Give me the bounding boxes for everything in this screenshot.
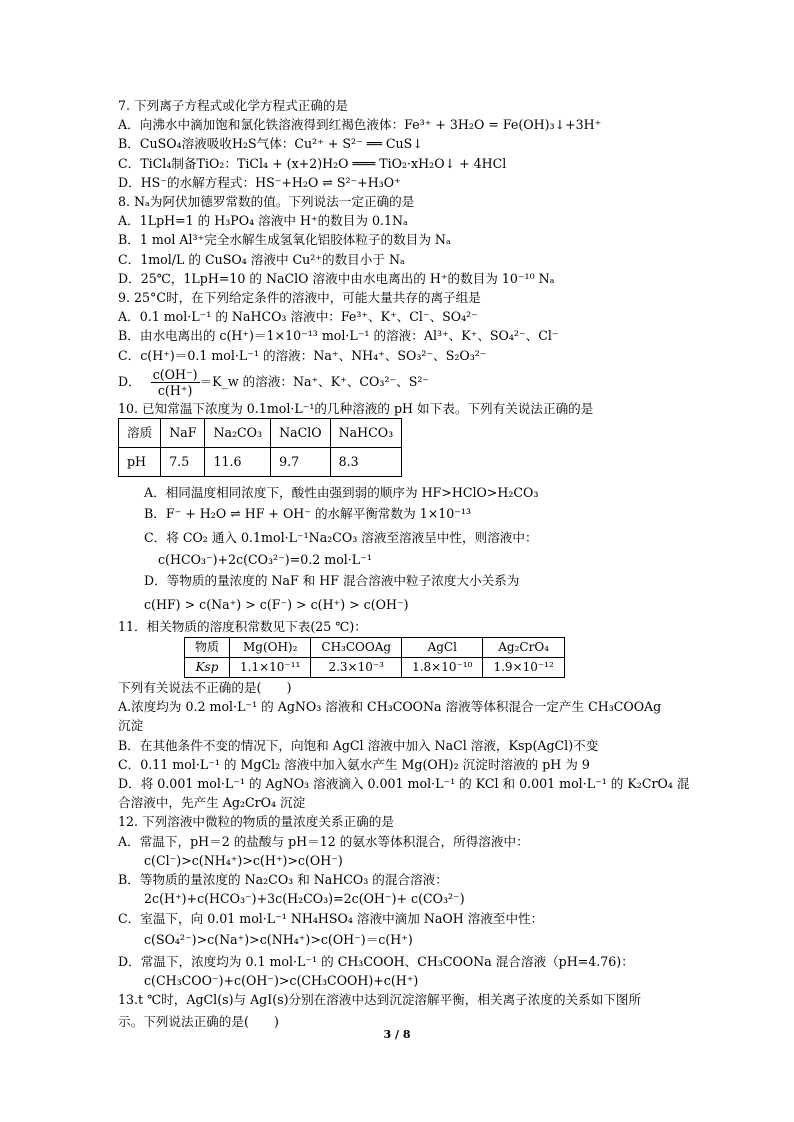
table-cell: 8.3: [330, 448, 402, 477]
q8-option-c: C．1mol/L 的 CuSO₄ 溶液中 Cu²⁺的数目小于 Nₐ: [118, 251, 405, 267]
q10-stem: 10. 已知常温下浓度为 0.1mol·L⁻¹的几种溶液的 pH 如下表。下列有关说法正确的是: [118, 400, 594, 416]
table-row: [119, 419, 402, 448]
table-cell: 1.9×10⁻¹²: [483, 657, 564, 677]
q9-d-numerator: c(OH⁻): [152, 366, 198, 382]
q8-option-d: D．25℃，1LpH=10 的 NaClO 溶液中由水电离出的 H⁺的数目为 10⁻¹⁰ Nₐ: [118, 270, 555, 286]
q11-option-a: A.浓度均为 0.2 mol·L⁻¹ 的 AgNO₃ 溶液和 CH₃COONa 溶液等体积混合一定产生 CH₃COOAg: [118, 699, 662, 715]
q11-option-d: D．将 0.001 mol·L⁻¹ 的 AgNO₃ 溶液滴入 0.001 mol·L⁻¹ 的 KCl 和 0.001 mol·L⁻¹ 的 K₂CrO₄ 混: [118, 776, 690, 792]
table-row: [185, 637, 565, 657]
table-cell: CH₃COOAg: [311, 637, 402, 657]
q10-option-c-cont: c(HCO₃⁻)+2c(CO₃²⁻)=0.2 mol·L⁻¹: [158, 552, 372, 568]
table-cell: 1.8×10⁻¹⁰: [402, 657, 483, 677]
table-row: [185, 657, 565, 677]
q12-option-a: A．常温下，pH＝2 的盐酸与 pH＝12 的氨水等体积混合，所得溶液中：: [118, 833, 529, 849]
q9-option-d: [118, 365, 678, 399]
table-cell: NaF: [161, 419, 205, 448]
q9-d-denominator: c(H⁺): [157, 382, 193, 398]
q9-option-b: B．由水电离出的 c(H⁺)＝1×10⁻¹³ mol·L⁻¹ 的溶液：Al³⁺、K⁺、SO₄²⁻、Cl⁻: [118, 328, 559, 344]
table-cell: 1.1×10⁻¹¹: [230, 657, 311, 677]
q10-option-c: C．将 CO₂ 通入 0.1mol·L⁻¹Na₂CO₃ 溶液至溶液呈中性，则溶液中：: [144, 530, 538, 546]
q12-option-c-cont: c(SO₄²⁻)>c(Na⁺)>c(NH₄⁺)>c(OH⁻)＝c(H⁺): [144, 931, 413, 947]
q12-stem: 12. 下列溶液中微粒的物质的量浓度关系正确的是: [118, 814, 394, 830]
q11-option-b: B．在其他条件不变的情况下，向饱和 AgCl 溶液中加入 NaCl 溶液，Ksp(AgCl)不变: [118, 737, 599, 753]
page-number: 3 / 8: [383, 1028, 411, 1041]
table-cell: 11.6: [205, 448, 271, 477]
table-cell: Na₂CO₃: [205, 419, 271, 448]
q12-option-d: D．常温下，浓度均为 0.1 mol·L⁻¹ 的 CH₃COOH、CH₃COONa 混合溶液（pH=4.76)：: [118, 953, 634, 969]
q12-option-b: B．等物质的量浓度的 Na₂CO₃ 和 NaHCO₃ 的混合溶液：: [118, 872, 448, 888]
q7-option-b: B．CuSO₄溶液吸收H₂S气体：Cu²⁺ + S²⁻ ══ CuS↓: [118, 136, 423, 152]
table-cell: NaClO: [271, 419, 331, 448]
q7-stem: 7. 下列离子方程式或化学方程式正确的是: [118, 98, 349, 113]
q11-option-d-cont: 合溶液中，先产生 Ag₂CrO₄ 沉淀: [118, 795, 306, 811]
table-cell: 2.3×10⁻³: [311, 657, 402, 677]
table-cell: pH: [119, 448, 161, 477]
table-cell: 溶质: [119, 419, 161, 448]
table-cell: NaHCO₃: [330, 419, 402, 448]
table-cell: Ag₂CrO₄: [483, 637, 564, 657]
q10-option-d: D．等物质的量浓度的 NaF 和 HF 混合溶液中粒子浓度大小关系为: [144, 573, 520, 589]
table-row: [119, 448, 402, 477]
q12-option-d-cont: c(CH₃COO⁻)+c(OH⁻)>c(CH₃COOH)+c(H⁺): [144, 972, 419, 988]
table-cell: AgCl: [402, 637, 483, 657]
q12-option-c: C．室温下，向 0.01 mol·L⁻¹ NH₄HSO₄ 溶液中滴加 NaOH 溶液至中性：: [118, 910, 544, 926]
q10-ph-table: [118, 418, 402, 477]
q10-option-d-cont: c(HF) > c(Na⁺) > c(F⁻) > c(H⁺) > c(OH⁻): [144, 597, 409, 613]
table-cell: 物质: [185, 637, 230, 657]
q13-stem: 13.t ℃时，AgCl(s)与 AgI(s)分别在溶液中达到沉淀溶解平衡，相关离子浓度的关系如下图所: [118, 992, 642, 1008]
q9-d-label: D．: [118, 373, 141, 389]
q10-option-a: A．相同温度相同浓度下，酸性由强到弱的顺序为 HF>HClO>H₂CO₃: [144, 485, 539, 501]
q9-d-fraction: [151, 367, 200, 398]
q8-stem: 8. Nₐ为阿伏加德罗常数的值。下列说法一定正确的是: [118, 194, 415, 210]
q11-stem: 11．相关物质的溶度积常数见下表(25 ℃)：: [118, 619, 367, 635]
q12-option-a-cont: c(Cl⁻)>c(NH₄⁺)>c(H⁺)>c(OH⁻): [144, 852, 343, 868]
q11-ask: 下列有关说法不正确的是( ): [118, 680, 292, 696]
q7-option-d: D．HS⁻的水解方程式：HS⁻+H₂O ⇌ S²⁻+H₃O⁺: [118, 174, 401, 190]
q9-option-a: A．0.1 mol·L⁻¹ 的 NaHCO₃ 溶液中：Fe³⁺、K⁺、Cl⁻、SO₄²⁻: [118, 309, 478, 325]
q11-option-c: C．0.11 mol·L⁻¹ 的 MgCl₂ 溶液中加入氨水产生 Mg(OH)₂ 沉淀时溶液的 pH 为 9: [118, 756, 590, 772]
q7-option-c: C．TiCl₄制备TiO₂：TiCl₄ + (x+2)H₂O ═══ TiO₂·xH₂O↓ + 4HCl: [118, 155, 507, 171]
q13-stem-cont: 示。下列说法正确的是( ): [118, 1014, 279, 1030]
q12-option-b-cont: 2c(H⁺)+c(HCO₃⁻)+3c(H₂CO₃)=2c(OH⁻)+ c(CO₃²⁻): [144, 891, 465, 907]
q9-option-c: C．c(H⁺)＝0.1 mol·L⁻¹ 的溶液：Na⁺、NH₄⁺、SO₃²⁻、S₂O₃²⁻: [118, 347, 487, 363]
document-page: [118, 96, 690, 1035]
table-cell: Mg(OH)₂: [230, 637, 311, 657]
q8-option-a: A．1LpH=1 的 H₃PO₄ 溶液中 H⁺的数目为 0.1Nₐ: [118, 213, 408, 229]
table-cell: Ksp: [185, 657, 230, 677]
q9-stem: 9. 25°C时，在下列给定条件的溶液中，可能大量共存的离子组是: [118, 290, 481, 306]
q8-option-b: B．1 mol Al³⁺完全水解生成氢氧化铝胶体粒子的数目为 Nₐ: [118, 232, 451, 248]
q7-option-a: A．向沸水中滴加饱和氯化铁溶液得到红褐色液体：Fe³⁺ + 3H₂O = Fe(OH)₃↓+3H⁺: [118, 117, 602, 133]
table-cell: 7.5: [161, 448, 205, 477]
q9-d-rest: ＝K_w 的溶液：Na⁺、K⁺、CO₃²⁻、S²⁻: [199, 373, 430, 389]
q11-ksp-table: [184, 637, 565, 678]
table-cell: 9.7: [271, 448, 331, 477]
q11-option-a-cont: 沉淀: [118, 718, 144, 734]
q10-option-b: B．F⁻ + H₂O ⇌ HF + OH⁻ 的水解平衡常数为 1×10⁻¹³: [144, 506, 472, 522]
